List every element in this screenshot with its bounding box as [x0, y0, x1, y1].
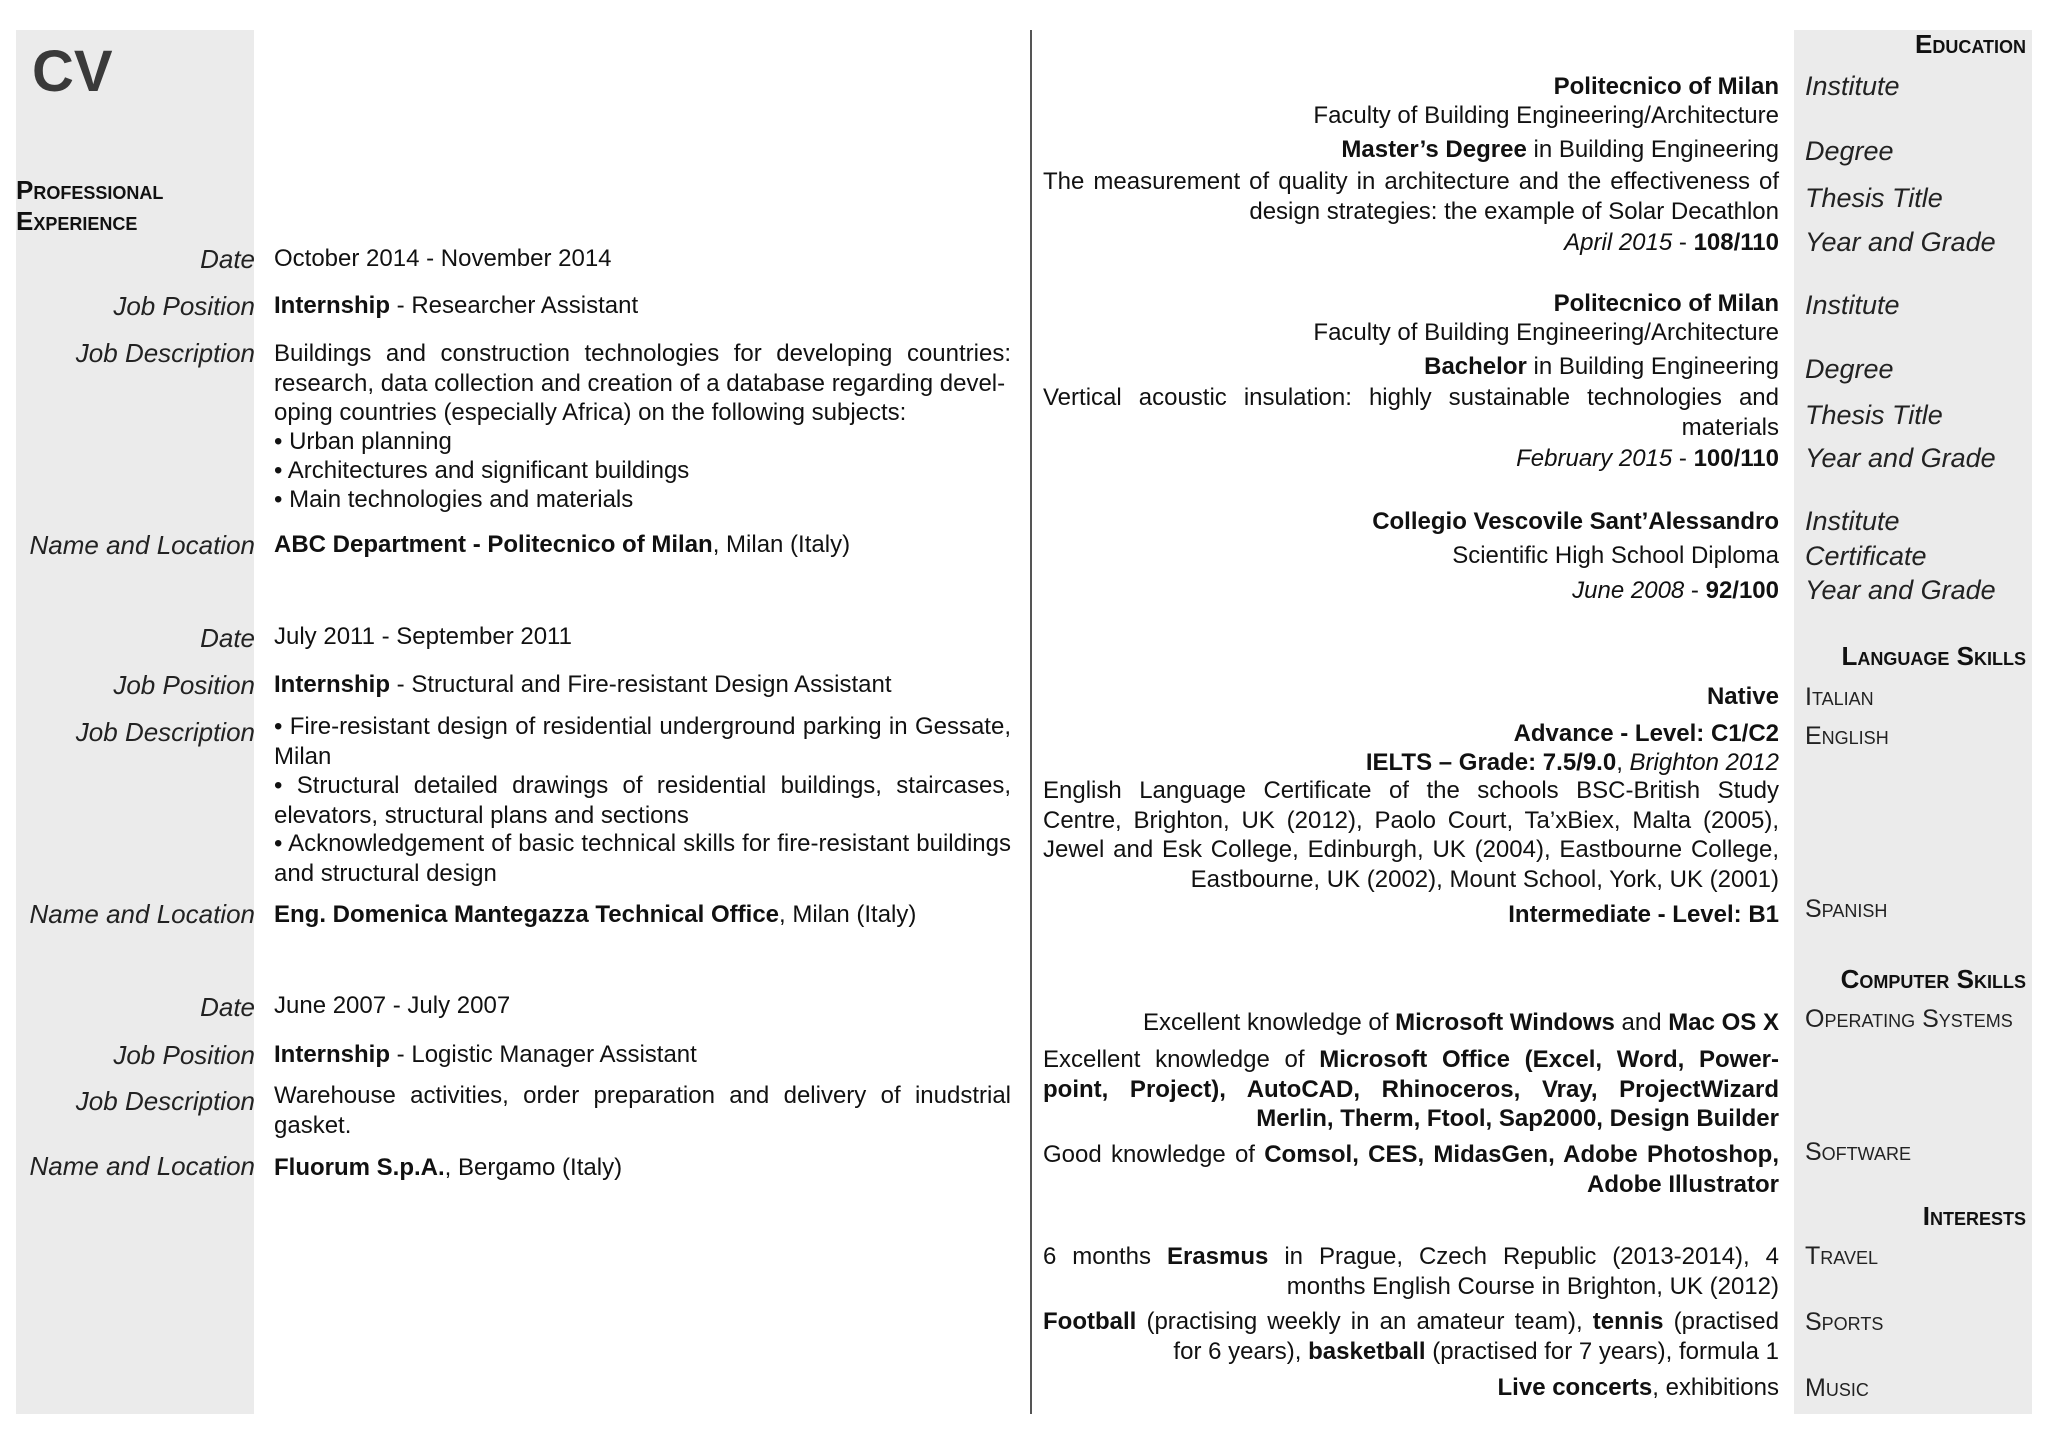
job1-bullet-1: • Urban planning	[274, 428, 452, 455]
edu2-institute-label: Institute	[1805, 290, 1900, 320]
section-title-education: Education	[1915, 29, 2026, 59]
job1-bullet-2: • Architectures and significant buildings	[274, 457, 690, 484]
english-label: English	[1805, 722, 1889, 750]
edu2-faculty: Faculty of Building Engineering/Architecture	[1313, 319, 1779, 346]
edu2-thesis-label: Thesis Title	[1805, 400, 1943, 430]
english-ielts: IELTS – Grade: 7.5/9.0, Brighton 2012	[1365, 749, 1779, 776]
edu1-degree-label: Degree	[1805, 136, 1894, 166]
english-level: Advance - Level: C1/C2	[1513, 720, 1779, 747]
edu1-institute: Politecnico of Milan	[1553, 73, 1779, 100]
edu1-thesis: The measurement of quality in architecture and the effectiveness of design strategies: the example of Solar Decathlon	[1043, 168, 1779, 225]
software-skills-excellent: Excellent knowledge of Microsoft Office (Excel, Word, Power-point, Project), AutoCAD, Rhinoceros, Vray, ProjectWizard Merlin, Therm, Ftool, Sap2000, Design Builder	[1043, 1046, 1779, 1132]
section-title-computer-skills: Computer Skills	[1840, 964, 2026, 994]
software-skills-good: Good knowledge of Comsol, CES, MidasGen, Adobe Photoshop, Adobe Illustrator	[1043, 1141, 1779, 1198]
spanish-level: Intermediate - Level: B1	[1508, 901, 1779, 928]
job1-position: Internship - Researcher Assistant	[274, 292, 639, 319]
job2-org: Eng. Domenica Mantegazza Technical Office, Milan (Italy)	[274, 901, 917, 928]
os-label: Operating Systems	[1805, 1005, 2013, 1033]
edu2-degree: Bachelor in Building Engineering	[1424, 353, 1779, 380]
edu3-institute: Collegio Vescovile Sant’Alessandro	[1372, 508, 1779, 535]
job1-position-label: Job Position	[113, 291, 255, 321]
job2-bullet-3: • Acknowledgement of basic technical skills for fire-resistant buildings and structural design	[274, 830, 1011, 887]
section-title-experience: Experience	[16, 206, 138, 236]
music-text: Live concerts, exhibitions	[1497, 1374, 1779, 1401]
job2-date: July 2011 - September 2011	[274, 623, 572, 650]
column-divider	[1030, 30, 1032, 1414]
edu2-institute: Politecnico of Milan	[1553, 290, 1779, 317]
job1-date-label: Date	[200, 244, 255, 274]
job3-description: Warehouse activities, order preparation and delivery of inudstrial gasket.	[274, 1082, 1011, 1139]
job2-bullet-2: • Structural detailed drawings of residential buildings, staircases, elevators, structural plans and sections	[274, 772, 1011, 829]
section-title-professional: Professional	[16, 175, 164, 205]
sports-label: Sports	[1805, 1308, 1884, 1336]
job1-description: Buildings and construction technologies for developing countries: research, data collection and creation of a database regarding devel-	[274, 340, 1011, 397]
page-title: CV	[32, 39, 113, 104]
english-certificates: English Language Certificate of the schools BSC-British Study Centre, Brighton, UK (2012), Paolo Court, Ta’xBiex, Malta (2005), Jewel and Esk College, Edinburgh, UK (2004), Eastbourne College, Eastbourne, UK (2002), Mount School, York, UK (2001)	[1043, 777, 1779, 893]
job2-position: Internship - Structural and Fire-resistant Design Assistant	[274, 671, 892, 698]
travel-label: Travel	[1805, 1242, 1878, 1270]
edu1-faculty: Faculty of Building Engineering/Architecture	[1313, 102, 1779, 129]
os-skills: Excellent knowledge of Microsoft Windows and Mac OS X	[1142, 1009, 1779, 1036]
software-label: Software	[1805, 1138, 1911, 1166]
job3-org: Fluorum S.p.A., Bergamo (Italy)	[274, 1154, 623, 1181]
edu2-year-label: Year and Grade	[1805, 443, 1996, 473]
edu1-year-grade: April 2015 - 108/110	[1564, 229, 1779, 256]
job3-position-label: Job Position	[113, 1040, 255, 1070]
edu2-year-grade: February 2015 - 100/110	[1516, 445, 1779, 472]
job2-org-label: Name and Location	[29, 899, 255, 929]
job1-org: ABC Department - Politecnico of Milan, Milan (Italy)	[274, 531, 851, 558]
edu3-certificate: Scientific High School Diploma	[1452, 542, 1779, 569]
edu1-year-label: Year and Grade	[1805, 227, 1996, 257]
job3-description-label: Job Description	[75, 1086, 255, 1116]
edu3-year-grade: June 2008 - 92/100	[1572, 577, 1779, 604]
job2-description-label: Job Description	[75, 717, 255, 747]
job1-date: October 2014 - November 2014	[274, 245, 612, 272]
job3-date-label: Date	[200, 992, 255, 1022]
job1-org-label: Name and Location	[29, 530, 255, 560]
job2-bullet-1: • Fire-resistant design of residential underground parking in Gessate, Milan	[274, 713, 1011, 770]
job1-description-2: oping countries (especially Africa) on the following subjects:	[274, 399, 907, 426]
travel-text: 6 months Erasmus in Prague, Czech Republic (2013-2014), 4 months English Course in Brighton, UK (2012)	[1043, 1243, 1780, 1300]
job3-org-label: Name and Location	[29, 1151, 255, 1181]
spanish-label: Spanish	[1805, 895, 1888, 923]
section-title-language-skills: Language Skills	[1841, 641, 2026, 671]
music-label: Music	[1805, 1374, 1869, 1402]
edu3-institute-label: Institute	[1805, 506, 1900, 536]
section-title-interests: Interests	[1922, 1201, 2026, 1231]
edu3-certificate-label: Certificate	[1805, 541, 1927, 571]
italian-level: Native	[1706, 683, 1779, 710]
job1-description-label: Job Description	[75, 338, 255, 368]
edu1-institute-label: Institute	[1805, 71, 1900, 101]
edu1-thesis-label: Thesis Title	[1805, 183, 1943, 213]
sports-text: Football (practising weekly in an amateur team), tennis (practised for 6 years), basketball (practised for 7 years), formula 1	[1043, 1308, 1779, 1365]
job2-position-label: Job Position	[113, 670, 255, 700]
italian-label: Italian	[1805, 683, 1874, 711]
edu2-degree-label: Degree	[1805, 354, 1894, 384]
edu2-thesis: Vertical acoustic insulation: highly sustainable technologies and materials	[1043, 384, 1779, 441]
edu1-degree: Master’s Degree in Building Engineering	[1341, 136, 1779, 163]
edu3-year-label: Year and Grade	[1805, 575, 1996, 605]
job1-bullet-3: • Main technologies and materials	[274, 486, 634, 513]
job3-position: Internship - Logistic Manager Assistant	[274, 1041, 697, 1068]
job3-date: June 2007 - July 2007	[274, 992, 511, 1019]
job2-date-label: Date	[200, 623, 255, 653]
